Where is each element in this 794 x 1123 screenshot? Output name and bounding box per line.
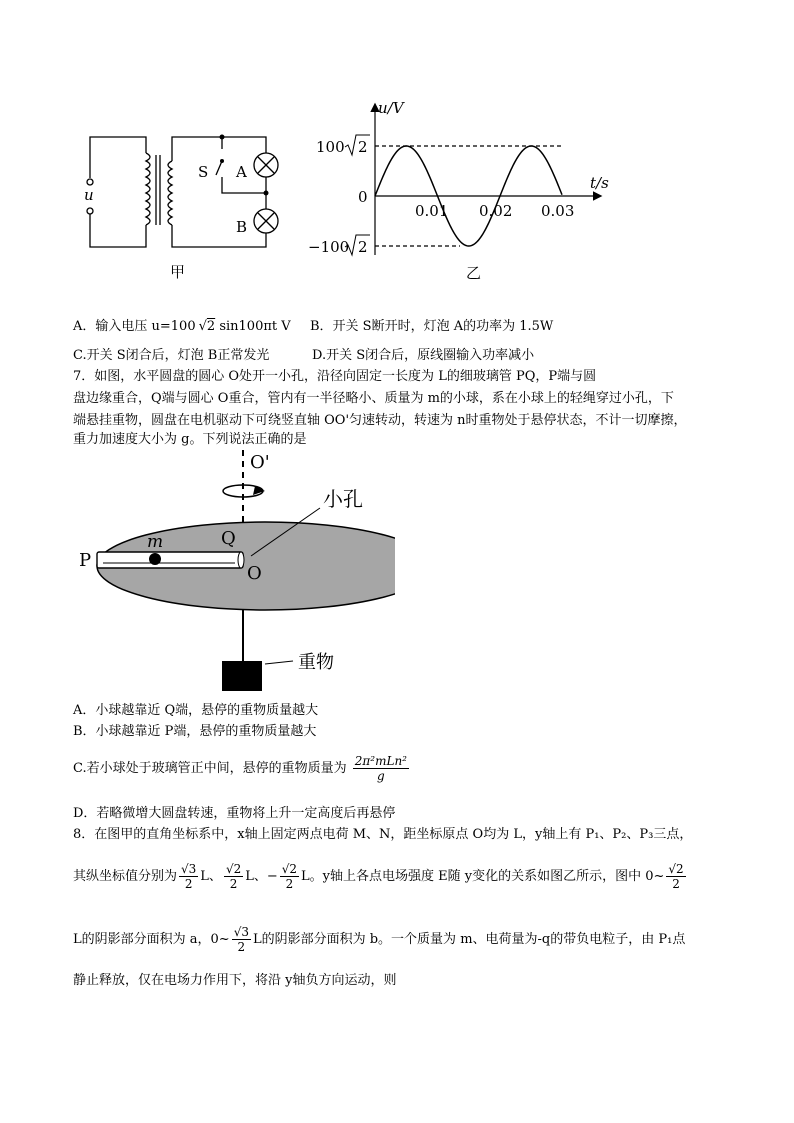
svg-text:2: 2 [358, 238, 368, 256]
q6-option-c: C.开关 S闭合后，灯泡 B正常发光 [73, 348, 270, 363]
q-end-label: Q [221, 528, 236, 549]
x-tick-0.01: 0.01 [415, 202, 449, 220]
lamp-b-label: B [236, 218, 248, 236]
q7-option-d: D．若略微增大圆盘转速，重物将上升一定高度后再悬停 [73, 806, 396, 821]
weight-label: 重物 [298, 652, 334, 673]
transformer-circuit-figure [80, 125, 290, 285]
hole-label: 小孔 [323, 487, 363, 511]
svg-text:−100: −100 [308, 238, 350, 256]
q7-option-b: B．小球越靠近 P端，悬停的重物质量越大 [73, 724, 317, 739]
q7-option-c: C.若小球处于玻璃管正中间，悬停的重物质量为 $\frac{\text{2π²mLn²}}{g}$ [73, 754, 407, 783]
q8-line-3: L的阴影部分面积为 a，0~ $\frac{√3}{2}$ L的阴影部分面积为 b。一个质量为 m、电荷量为-q的带负电粒子，由 P₁点 [73, 925, 686, 954]
ball-mass-label: m [147, 532, 164, 552]
q7-stem-line-1: 7．如图，水平圆盘的圆心 O处开一小孔，沿径向固定一长度为 L的细玻璃管 PQ，P端与圆 [73, 369, 597, 384]
q8-line-4: 静止释放，仅在电场力作用下，将沿 y轴负方向运动，则 [73, 973, 397, 988]
svg-text:2: 2 [358, 138, 368, 156]
q7-option-a: A．小球越靠近 Q端，悬停的重物质量越大 [73, 703, 319, 718]
y-tick-top [316, 135, 370, 156]
q7-stem-line-2: 盘边缘重合，Q端与圆心 O重合，管内有一半径略小、质量为 m的小球，系在小球上的轻绳穿过小孔，下 [73, 391, 674, 406]
q8-line-1: 8．在图甲的直角坐标系中，x轴上固定两点电荷 M、N，距坐标原点 O均为 L，y轴上有 P₁、P₂、P₃三点， [73, 827, 693, 842]
x-tick-0.03: 0.03 [541, 202, 575, 220]
o-center-label: O [247, 563, 262, 584]
p-end-label: P [79, 550, 92, 571]
input-voltage-label: u [84, 186, 94, 204]
rotating-disk-figure [75, 448, 395, 700]
q8-line-2: 其纵坐标值分别为 $\frac{√3}{2}$ L、 $\frac{√2}{2}$ L、− $\frac{√2}{2}$ L。y轴上各点电场强度 E随 y变化的关系如图乙所示，图中 0~ $\frac{√2}{2}$ [73, 862, 684, 891]
q6-option-b: B．开关 S断开时，灯泡 A的功率为 1.5W [310, 319, 554, 334]
x-tick-0.02: 0.02 [479, 202, 513, 220]
axis-o-prime-label: O' [250, 452, 270, 473]
q7-stem-line-4: 重力加速度大小为 g。下列说法正确的是 [73, 432, 307, 447]
q7-option-c-fraction: $\frac{\text{2π²mLn²}}{g}$ [354, 754, 407, 783]
lamp-a-label: A [236, 163, 247, 181]
svg-text:u/V [378, 99, 406, 117]
q6-option-d: D.开关 S闭合后，原线圈输入功率减小 [312, 348, 535, 363]
circuit-caption: 甲 [170, 263, 186, 281]
x-axis-label: t/s [590, 174, 609, 192]
svg-text:100: 100 [316, 138, 345, 156]
q7-stem-line-3: 端悬挂重物，圆盘在电机驱动下可绕竖直轴 OO'匀速转动，转速为 n时重物处于悬停状态，不计一切摩擦， [73, 413, 687, 428]
origin-label: 0 [358, 188, 368, 206]
switch-label: S [198, 163, 209, 181]
y-axis-label: u/V [378, 99, 404, 117]
q6-option-a: A．输入电压 u=100 √2 sin100πt V [73, 319, 291, 334]
voltage-time-graph [300, 95, 620, 285]
y-tick-bottom [308, 235, 370, 256]
graph-caption: 乙 [466, 264, 482, 282]
